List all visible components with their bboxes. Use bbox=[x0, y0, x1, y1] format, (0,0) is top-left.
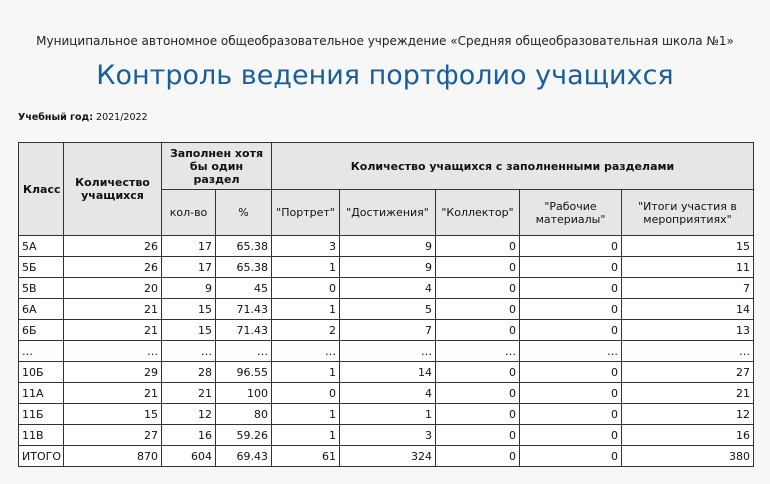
table-cell: 1 bbox=[340, 404, 436, 425]
table-cell: 0 bbox=[520, 257, 622, 278]
table-cell: 20 bbox=[64, 278, 162, 299]
table-cell: 0 bbox=[520, 404, 622, 425]
table-cell: 0 bbox=[520, 236, 622, 257]
table-row bbox=[19, 446, 754, 467]
table-row bbox=[19, 257, 754, 278]
table-cell: 1 bbox=[272, 425, 340, 446]
table-cell: … bbox=[340, 341, 436, 362]
table-cell: 0 bbox=[272, 383, 340, 404]
table-cell: 0 bbox=[436, 383, 520, 404]
table-cell: 1 bbox=[272, 299, 340, 320]
table-cell: 0 bbox=[436, 236, 520, 257]
table-row bbox=[19, 320, 754, 341]
table-cell: 65.38 bbox=[216, 257, 272, 278]
table-cell: 100 bbox=[216, 383, 272, 404]
table-cell: 2 bbox=[272, 320, 340, 341]
portfolio-table bbox=[18, 142, 754, 467]
table-cell: 27 bbox=[64, 425, 162, 446]
table-cell: 21 bbox=[622, 383, 754, 404]
table-cell: 69.43 bbox=[216, 446, 272, 467]
table-cell: 0 bbox=[520, 320, 622, 341]
table-cell: 11А bbox=[19, 383, 64, 404]
table-cell: 21 bbox=[64, 320, 162, 341]
table-cell: 0 bbox=[436, 299, 520, 320]
table-cell: 16 bbox=[622, 425, 754, 446]
table-cell: 0 bbox=[520, 383, 622, 404]
table-cell: 15 bbox=[162, 299, 216, 320]
table-cell: 45 bbox=[216, 278, 272, 299]
table-cell: 28 bbox=[162, 362, 216, 383]
organization-name: Муниципальное автономное общеобразовательное учреждение «Средняя общеобразовательная школа №1» bbox=[36, 34, 734, 48]
table-cell: 15 bbox=[622, 236, 754, 257]
table-cell: 71.43 bbox=[216, 320, 272, 341]
table-cell: 29 bbox=[64, 362, 162, 383]
header-events: "Итоги участия в мероприятиях" bbox=[622, 190, 754, 236]
table-cell: 0 bbox=[436, 404, 520, 425]
table-row bbox=[19, 299, 754, 320]
table-cell: 9 bbox=[340, 236, 436, 257]
table-cell: 324 bbox=[340, 446, 436, 467]
table-cell: … bbox=[520, 341, 622, 362]
table-cell: 15 bbox=[162, 320, 216, 341]
table-cell: 1 bbox=[272, 362, 340, 383]
header-percent: % bbox=[216, 190, 272, 236]
table-cell: 10Б bbox=[19, 362, 64, 383]
table-cell: 14 bbox=[622, 299, 754, 320]
table-cell: 11В bbox=[19, 425, 64, 446]
table-cell: … bbox=[436, 341, 520, 362]
table-cell: 0 bbox=[436, 446, 520, 467]
table-body bbox=[19, 236, 754, 467]
table-cell: 14 bbox=[340, 362, 436, 383]
table-cell: 6А bbox=[19, 299, 64, 320]
table-cell: 11 bbox=[622, 257, 754, 278]
table-cell: 1 bbox=[272, 404, 340, 425]
table-cell: 0 bbox=[272, 278, 340, 299]
year-value: 2021/2022 bbox=[96, 112, 148, 123]
table-cell: 12 bbox=[622, 404, 754, 425]
header-class: Класс bbox=[19, 143, 64, 236]
table-cell: 17 bbox=[162, 257, 216, 278]
table-cell: 21 bbox=[64, 299, 162, 320]
table-cell: 71.43 bbox=[216, 299, 272, 320]
table-cell: 6Б bbox=[19, 320, 64, 341]
table-row bbox=[19, 278, 754, 299]
table-cell: … bbox=[622, 341, 754, 362]
table-row bbox=[19, 425, 754, 446]
table-cell: 17 bbox=[162, 236, 216, 257]
table-cell: 604 bbox=[162, 446, 216, 467]
table-cell: … bbox=[19, 341, 64, 362]
table-cell: 0 bbox=[436, 362, 520, 383]
table-cell: 96.55 bbox=[216, 362, 272, 383]
table-cell: 65.38 bbox=[216, 236, 272, 257]
table-row bbox=[19, 341, 754, 362]
table-cell: 5А bbox=[19, 236, 64, 257]
table-cell: 16 bbox=[162, 425, 216, 446]
header-students: Количество учащихся bbox=[64, 143, 162, 236]
table-cell: 0 bbox=[436, 257, 520, 278]
table-cell: 61 bbox=[272, 446, 340, 467]
table-cell: 0 bbox=[520, 299, 622, 320]
table-cell: 0 bbox=[436, 278, 520, 299]
table-cell: 5Б bbox=[19, 257, 64, 278]
table-cell: 0 bbox=[520, 446, 622, 467]
table-row bbox=[19, 383, 754, 404]
header-count: кол-во bbox=[162, 190, 216, 236]
header-portrait: "Портрет" bbox=[272, 190, 340, 236]
table-cell: … bbox=[64, 341, 162, 362]
header-filled-one: Заполнен хотя бы один раздел bbox=[162, 143, 272, 190]
table-cell: 26 bbox=[64, 236, 162, 257]
table-cell: 12 bbox=[162, 404, 216, 425]
academic-year bbox=[18, 112, 148, 123]
table-cell: 21 bbox=[64, 383, 162, 404]
table-cell: 380 bbox=[622, 446, 754, 467]
table-cell: 0 bbox=[436, 320, 520, 341]
table-cell: 7 bbox=[340, 320, 436, 341]
table-cell: 0 bbox=[520, 362, 622, 383]
table-cell: 1 bbox=[272, 257, 340, 278]
header-work-materials: "Рабочие материалы" bbox=[520, 190, 622, 236]
table-cell: 0 bbox=[436, 425, 520, 446]
table-cell: 5 bbox=[340, 299, 436, 320]
table-cell: 59.26 bbox=[216, 425, 272, 446]
table-cell: 4 bbox=[340, 278, 436, 299]
table-cell: … bbox=[216, 341, 272, 362]
year-label: Учебный год: bbox=[18, 112, 94, 123]
table-cell: 0 bbox=[520, 425, 622, 446]
table-cell: 15 bbox=[64, 404, 162, 425]
table-cell: 4 bbox=[340, 383, 436, 404]
table-row bbox=[19, 362, 754, 383]
table-row bbox=[19, 236, 754, 257]
table-cell: … bbox=[272, 341, 340, 362]
table-cell: 7 bbox=[622, 278, 754, 299]
page-title: Контроль ведения портфолио учащихся bbox=[96, 60, 674, 91]
table-cell: 26 bbox=[64, 257, 162, 278]
table-cell: 80 bbox=[216, 404, 272, 425]
table-cell: 5В bbox=[19, 278, 64, 299]
header-achievements: "Достижения" bbox=[340, 190, 436, 236]
table-cell: 13 bbox=[622, 320, 754, 341]
table-cell: … bbox=[162, 341, 216, 362]
table-cell: 3 bbox=[272, 236, 340, 257]
header-sections: Количество учащихся с заполненными разделами bbox=[272, 143, 754, 190]
table-cell: 9 bbox=[340, 257, 436, 278]
table-cell: 11Б bbox=[19, 404, 64, 425]
header-collector: "Коллектор" bbox=[436, 190, 520, 236]
table-cell: 0 bbox=[520, 278, 622, 299]
table-cell: 27 bbox=[622, 362, 754, 383]
table-cell: 3 bbox=[340, 425, 436, 446]
table-cell: 9 bbox=[162, 278, 216, 299]
table-row bbox=[19, 404, 754, 425]
table-cell: ИТОГО bbox=[19, 446, 64, 467]
table-cell: 21 bbox=[162, 383, 216, 404]
table-cell: 870 bbox=[64, 446, 162, 467]
